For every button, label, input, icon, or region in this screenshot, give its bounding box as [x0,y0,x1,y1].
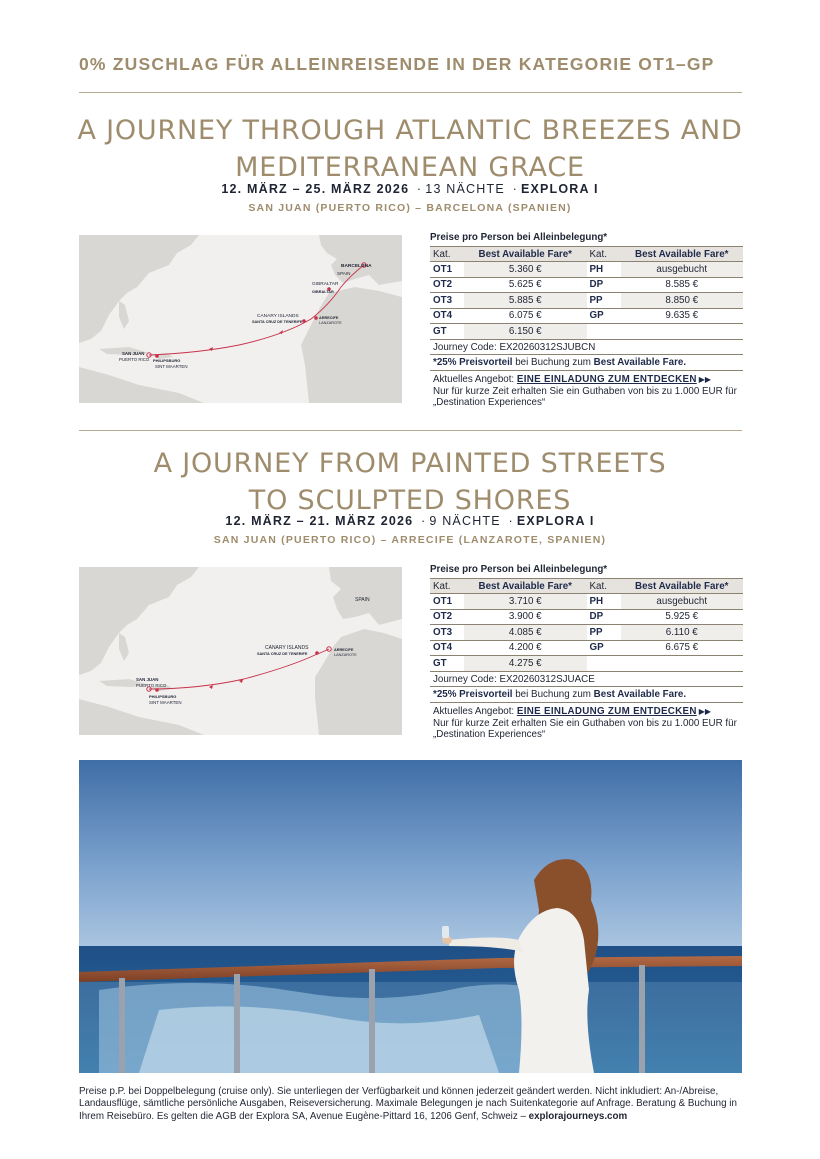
promo-text: bei Buchung zum [512,356,594,368]
map-label: PHILIPSBURG [149,694,177,699]
map-label: GIBRALTAR [312,282,339,287]
map-label: SANTA CRUZ DE TENERIFE [252,320,303,324]
promo-bold: Best Available Fare. [593,356,687,368]
price-cell: 5.885 € [464,293,587,309]
price-heading: Preise pro Person bei Alleinbelegung* [430,564,608,575]
table-row [430,293,743,309]
category-cell: DP [587,609,621,625]
category-cell: GP [587,308,621,324]
price-cell: ausgebucht [621,262,744,278]
price-table [430,578,743,672]
map-label: SPAIN [337,271,351,276]
category-cell [587,324,621,340]
category-cell: PH [587,594,621,610]
category-cell: OT3 [430,625,464,641]
category-cell: GT [430,656,464,672]
divider [79,92,742,93]
offer-note-line2: „Destination Experiences“ [433,397,546,408]
price-cell [621,324,744,340]
journey-2-route: SAN JUAN (PUERTO RICO) – ARRECIFE (LANZAROTE, SPANIEN) [213,534,607,546]
column-header: Best Available Fare* [464,579,587,594]
category-cell: GT [430,324,464,340]
divider [79,430,742,431]
map-label: ARRECIFE [319,316,339,320]
price-cell: 9.635 € [621,308,744,324]
journey-2-title [40,445,780,519]
map-label: LANZAROTE [319,321,342,325]
price-cell [621,656,744,672]
table-row [430,625,743,641]
category-cell: OT1 [430,594,464,610]
price-cell: 6.150 € [464,324,587,340]
map-label: CANARY ISLANDS [265,645,309,651]
table-row [430,656,743,672]
ocean-deck-photo [79,760,742,1073]
map-label: SAN JUAN [136,677,159,682]
map-label: PHILIPSBURG [153,358,181,363]
separator: · [421,514,427,528]
column-header: Kat. [587,247,621,262]
journey-1-price-panel [430,232,743,409]
price-cell: ausgebucht [621,594,744,610]
column-header: Kat. [430,247,464,262]
journey-1-dates [60,182,760,196]
table-row [430,277,743,293]
price-cell: 5.925 € [621,609,744,625]
price-cell: 4.275 € [464,656,587,672]
website-link[interactable]: explorajourneys.com [528,1110,628,1122]
current-offer [430,374,743,386]
table-row [430,308,743,324]
table-row [430,262,743,278]
journey-code: Journey Code: EX20260312SJUBCN [430,340,743,355]
journey-2-dates [60,514,760,528]
price-cell: 4.085 € [464,625,587,641]
offer-note-line1: Nur für kurze Zeit erhalten Sie ein Guthaben von bis zu 1.000 EUR für [433,717,737,729]
column-header: Best Available Fare* [621,579,744,594]
table-row [430,609,743,625]
map-label: SINT MAARTEN [155,364,188,369]
map-label: GIBRALTAR [312,290,334,294]
journey-code: Journey Code: EX20260312SJUACE [430,672,743,687]
journey-2-nights: 9 NÄCHTE [429,514,501,528]
column-header: Best Available Fare* [621,247,744,262]
promo-note [430,355,743,371]
offer-prefix: Aktuelles Angebot: [433,705,517,717]
promo-bold: *25% Preisvorteil [433,356,513,368]
footer-disclaimer: Preise p.P. bei Doppelbelegung (cruise only). Sie unterliegen der Verfügbarkeit und können jederzeit geändert werden. Nicht inkludiert: An-/Abreise, Landausflüge, sämtliche persönliche Ausgaben, Reiseversicherung. Maximale Belegungen je nach Suitenkategorie auf Anfrage. Beratung & Buchung in Ihrem Reisebüro. Es gelten die AGB der Explora SA, Avenue Eugène-Pittard 16, 1206 Genf, Schweiz – [79,1086,737,1122]
column-header: Kat. [587,579,621,594]
map-label: SINT MAARTEN [149,700,182,705]
price-cell: 5.625 € [464,277,587,293]
price-cell: 6.110 € [621,625,744,641]
price-cell: 3.900 € [464,609,587,625]
category-cell: OT4 [430,640,464,656]
price-table [430,246,743,340]
table-header-row [430,247,743,262]
journey-1-route: SAN JUAN (PUERTO RICO) – BARCELONA (SPANIEN) [248,202,572,214]
promo-text: bei Buchung zum [512,688,594,700]
price-cell: 3.710 € [464,594,587,610]
separator: · [508,514,514,528]
double-arrow-icon[interactable]: ▶▶ [698,374,712,384]
offer-link[interactable]: EINE EINLADUNG ZUM ENTDECKEN [516,373,697,385]
journey-1-title-line1: A JOURNEY THROUGH ATLANTIC BREEZES AND [77,115,743,146]
journey-1-title-line2: MEDITERRANEAN GRACE [235,152,585,183]
category-cell: GP [587,640,621,656]
journey-1-date-range: 12. MÄRZ – 25. MÄRZ 2026 [221,182,410,196]
offer-link[interactable]: EINE EINLADUNG ZUM ENTDECKEN [516,705,697,717]
category-cell: OT2 [430,609,464,625]
map-label: PUERTO RICO [119,357,150,362]
journey-1-route-map [79,235,402,403]
category-cell: PP [587,625,621,641]
separator: · [416,182,423,196]
category-cell: OT2 [430,277,464,293]
double-arrow-icon[interactable]: ▶▶ [698,706,712,716]
journey-1-title [40,112,780,186]
legal-footer [79,1086,744,1123]
journey-1-ship: EXPLORA I [520,182,599,196]
category-cell: DP [587,277,621,293]
category-cell: PH [587,262,621,278]
promo-bold: Best Available Fare. [593,688,687,700]
column-header: Kat. [430,579,464,594]
journey-2-route-map [79,567,402,735]
price-cell: 5.360 € [464,262,587,278]
column-header: Best Available Fare* [464,247,587,262]
table-header-row [430,579,743,594]
journey-2-price-panel [430,564,743,741]
table-row [430,324,743,340]
offer-note-line1: Nur für kurze Zeit erhalten Sie ein Guthaben von bis zu 1.000 EUR für [433,385,737,397]
price-heading: Preise pro Person bei Alleinbelegung* [430,232,608,243]
price-cell: 6.675 € [621,640,744,656]
promo-bold: *25% Preisvorteil [433,688,513,700]
map-label: CANARY ISLANDS [257,314,299,319]
price-cell: 8.585 € [621,277,744,293]
map-label: SANTA CRUZ DE TENERIFE [257,652,308,656]
journey-1-nights: 13 NÄCHTE [425,182,505,196]
offer-note-line2: „Destination Experiences“ [433,729,546,740]
promo-note [430,687,743,703]
current-offer [430,706,743,718]
category-cell: OT4 [430,308,464,324]
map-label: SAN JUAN [122,351,145,356]
price-cell: 8.850 € [621,293,744,309]
category-cell: OT1 [430,262,464,278]
category-cell [587,656,621,672]
category-cell: OT3 [430,293,464,309]
map-label: LANZAROTE [334,653,357,657]
category-cell: PP [587,293,621,309]
journey-2-title-line2: TO SCULPTED SHORES [248,485,572,516]
separator: · [512,182,518,196]
journey-2-ship: EXPLORA I [516,514,595,528]
journey-2-date-range: 12. MÄRZ – 21. MÄRZ 2026 [225,514,414,528]
price-cell: 6.075 € [464,308,587,324]
offer-prefix: Aktuelles Angebot: [433,373,517,385]
map-label: ARRECIFE [334,648,354,652]
map-label: BARCELONA [341,264,372,269]
table-row [430,640,743,656]
price-cell: 4.200 € [464,640,587,656]
map-label: PUERTO RICO [136,683,167,688]
promo-headline: 0% ZUSCHLAG FÜR ALLEINREISENDE IN DER KATEGORIE OT1–GP [79,54,715,74]
table-row [430,594,743,610]
map-label: SPAIN [355,597,370,603]
journey-2-title-line1: A JOURNEY FROM PAINTED STREETS [153,448,667,479]
